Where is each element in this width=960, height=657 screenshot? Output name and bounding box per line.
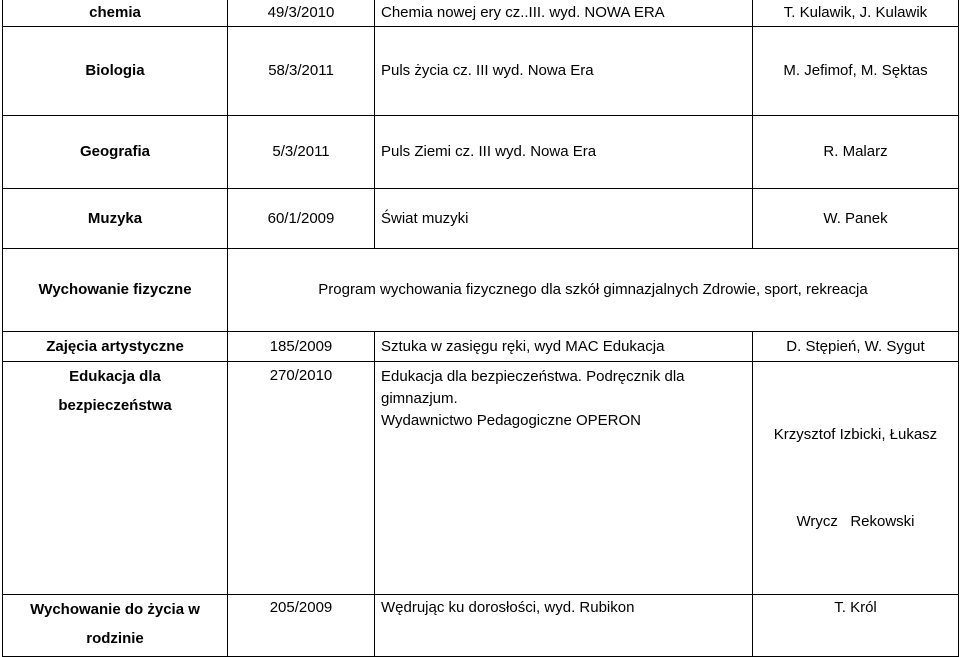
subject-cell: chemia	[3, 0, 228, 27]
table-row	[3, 332, 959, 362]
subject-cell: Muzyka	[3, 189, 228, 249]
title-line: Edukacja dla bezpieczeństwa. Podręcznik dla gimnazjum.	[381, 368, 685, 407]
title-cell: Wędrując ku dorosłości, wyd. Rubikon	[375, 595, 753, 657]
title-cell: Sztuka w zasięgu ręki, wyd MAC Edukacja	[375, 332, 753, 362]
subject-cell: Biologia	[3, 27, 228, 116]
approval-number-cell: 270/2010	[228, 362, 375, 595]
title-cell: Puls życia cz. III wyd. Nowa Era	[375, 27, 753, 116]
table-row	[3, 0, 959, 27]
authors-line: Wrycz Rekowski	[796, 513, 915, 530]
table-row	[3, 189, 959, 249]
subject-cell	[3, 595, 228, 657]
table-row	[3, 116, 959, 189]
subject-cell: Zajęcia artystyczne	[3, 332, 228, 362]
table-row	[3, 249, 959, 332]
table-row	[3, 362, 959, 595]
textbook-table	[2, 0, 959, 657]
approval-number-cell: 5/3/2011	[228, 116, 375, 189]
subject-cell	[3, 362, 228, 595]
authors-cell: M. Jefimof, M. Sęktas	[753, 27, 959, 116]
table-row	[3, 27, 959, 116]
table-row	[3, 595, 959, 657]
approval-number-cell: 205/2009	[228, 595, 375, 657]
subject-line: rodzinie	[86, 630, 144, 647]
authors-line: Krzysztof Izbicki, Łukasz	[773, 426, 938, 443]
approval-number-cell: 185/2009	[228, 332, 375, 362]
approval-number-cell: 49/3/2010	[228, 0, 375, 27]
authors-cell: R. Malarz	[753, 116, 959, 189]
title-cell: Puls Ziemi cz. III wyd. Nowa Era	[375, 116, 753, 189]
authors-cell	[753, 362, 959, 595]
subject-line: bezpieczeństwa	[58, 397, 172, 414]
authors-cell: T. Kulawik, J. Kulawik	[753, 0, 959, 27]
program-cell: Program wychowania fizycznego dla szkół gimnazjalnych Zdrowie, sport, rekreacja	[228, 249, 959, 332]
title-cell: Świat muzyki	[375, 189, 753, 249]
approval-number-cell: 60/1/2009	[228, 189, 375, 249]
authors-cell: D. Stępień, W. Sygut	[753, 332, 959, 362]
authors-cell: T. Król	[753, 595, 959, 657]
subject-cell: Geografia	[3, 116, 228, 189]
title-cell	[375, 362, 753, 595]
title-line: Wydawnictwo Pedagogiczne OPERON	[381, 412, 641, 429]
authors-cell: W. Panek	[753, 189, 959, 249]
title-cell: Chemia nowej ery cz..III. wyd. NOWA ERA	[375, 0, 753, 27]
subject-line: Wychowanie do życia w	[30, 601, 200, 618]
approval-number-cell: 58/3/2011	[228, 27, 375, 116]
subject-cell: Wychowanie fizyczne	[3, 249, 228, 332]
subject-line: Edukacja dla	[69, 368, 161, 385]
